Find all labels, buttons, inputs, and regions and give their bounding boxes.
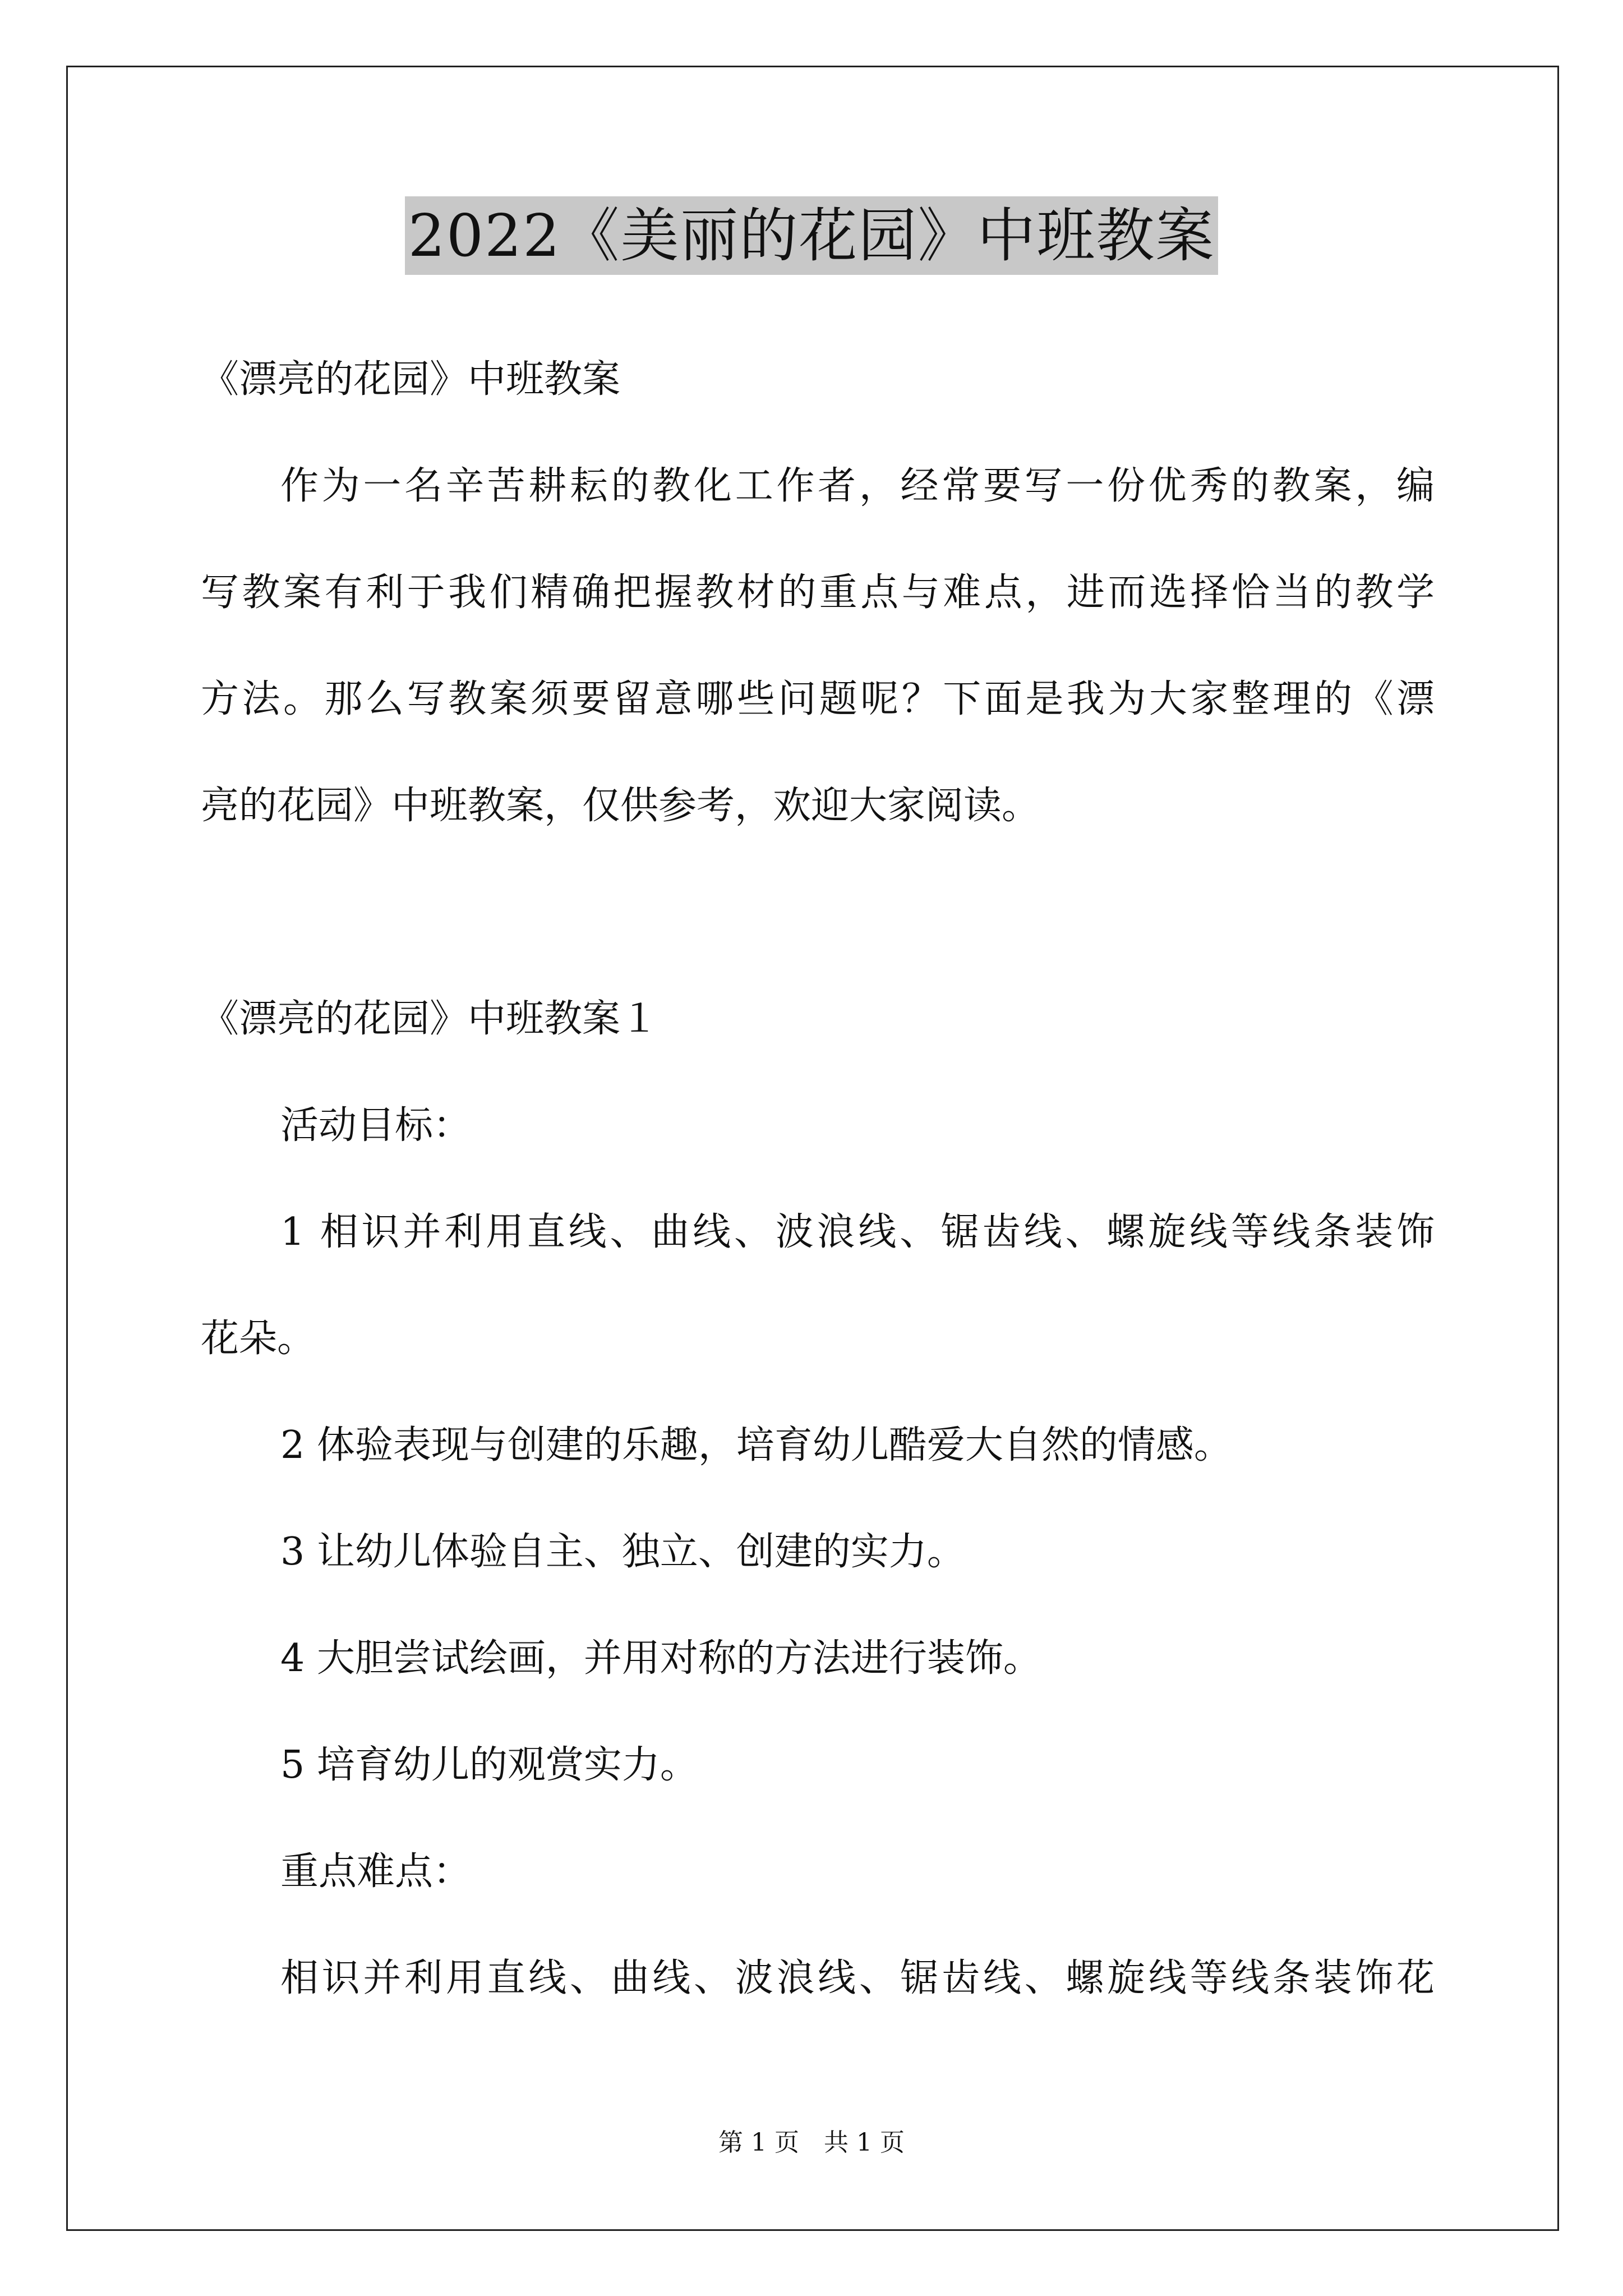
key-points-text: 相识并利用直线、曲线、波浪线、锯齿线、螺旋线等线条装饰花 bbox=[280, 1956, 1435, 2000]
goal-3: 3 让幼儿体验自主、独立、创建的实力。 bbox=[280, 1530, 965, 1574]
goal-1-line-2: 花朵。 bbox=[201, 1317, 316, 1361]
subtitle-line: 《漂亮的花园》中班教案 bbox=[201, 357, 621, 402]
intro-line-3: 方法。那么写教案须要留意哪些问题呢？下面是我为大家整理的《漂 bbox=[201, 677, 1435, 721]
intro-line-1: 作为一名辛苦耕耘的教化工作者，经常要写一份优秀的教案，编 bbox=[280, 464, 1435, 508]
goal-5: 5 培育幼儿的观赏实力。 bbox=[280, 1743, 698, 1787]
goals-heading: 活动目标： bbox=[280, 1103, 472, 1148]
key-points-heading: 重点难点： bbox=[280, 1849, 472, 1894]
intro-line-2: 写教案有利于我们精确把握教材的重点与难点，进而选择恰当的教学 bbox=[201, 570, 1435, 615]
goal-2: 2 体验表现与创建的乐趣，培育幼儿酷爱大自然的情感。 bbox=[280, 1423, 1232, 1467]
intro-line-4: 亮的花园》中班教案，仅供参考，欢迎大家阅读。 bbox=[201, 784, 1040, 828]
section-heading: 《漂亮的花园》中班教案１ bbox=[201, 997, 659, 1041]
document-title: 2022《美丽的花园》中班教案 bbox=[405, 196, 1219, 275]
goal-1-line-1: 1 相识并利用直线、曲线、波浪线、锯齿线、螺旋线等线条装饰 bbox=[280, 1210, 1435, 1254]
goal-4: 4 大胆尝试绘画，并用对称的方法进行装饰。 bbox=[280, 1636, 1041, 1681]
page-footer: 第 1 页 共 1 页 bbox=[718, 2128, 905, 2157]
title-container bbox=[0, 196, 1623, 275]
